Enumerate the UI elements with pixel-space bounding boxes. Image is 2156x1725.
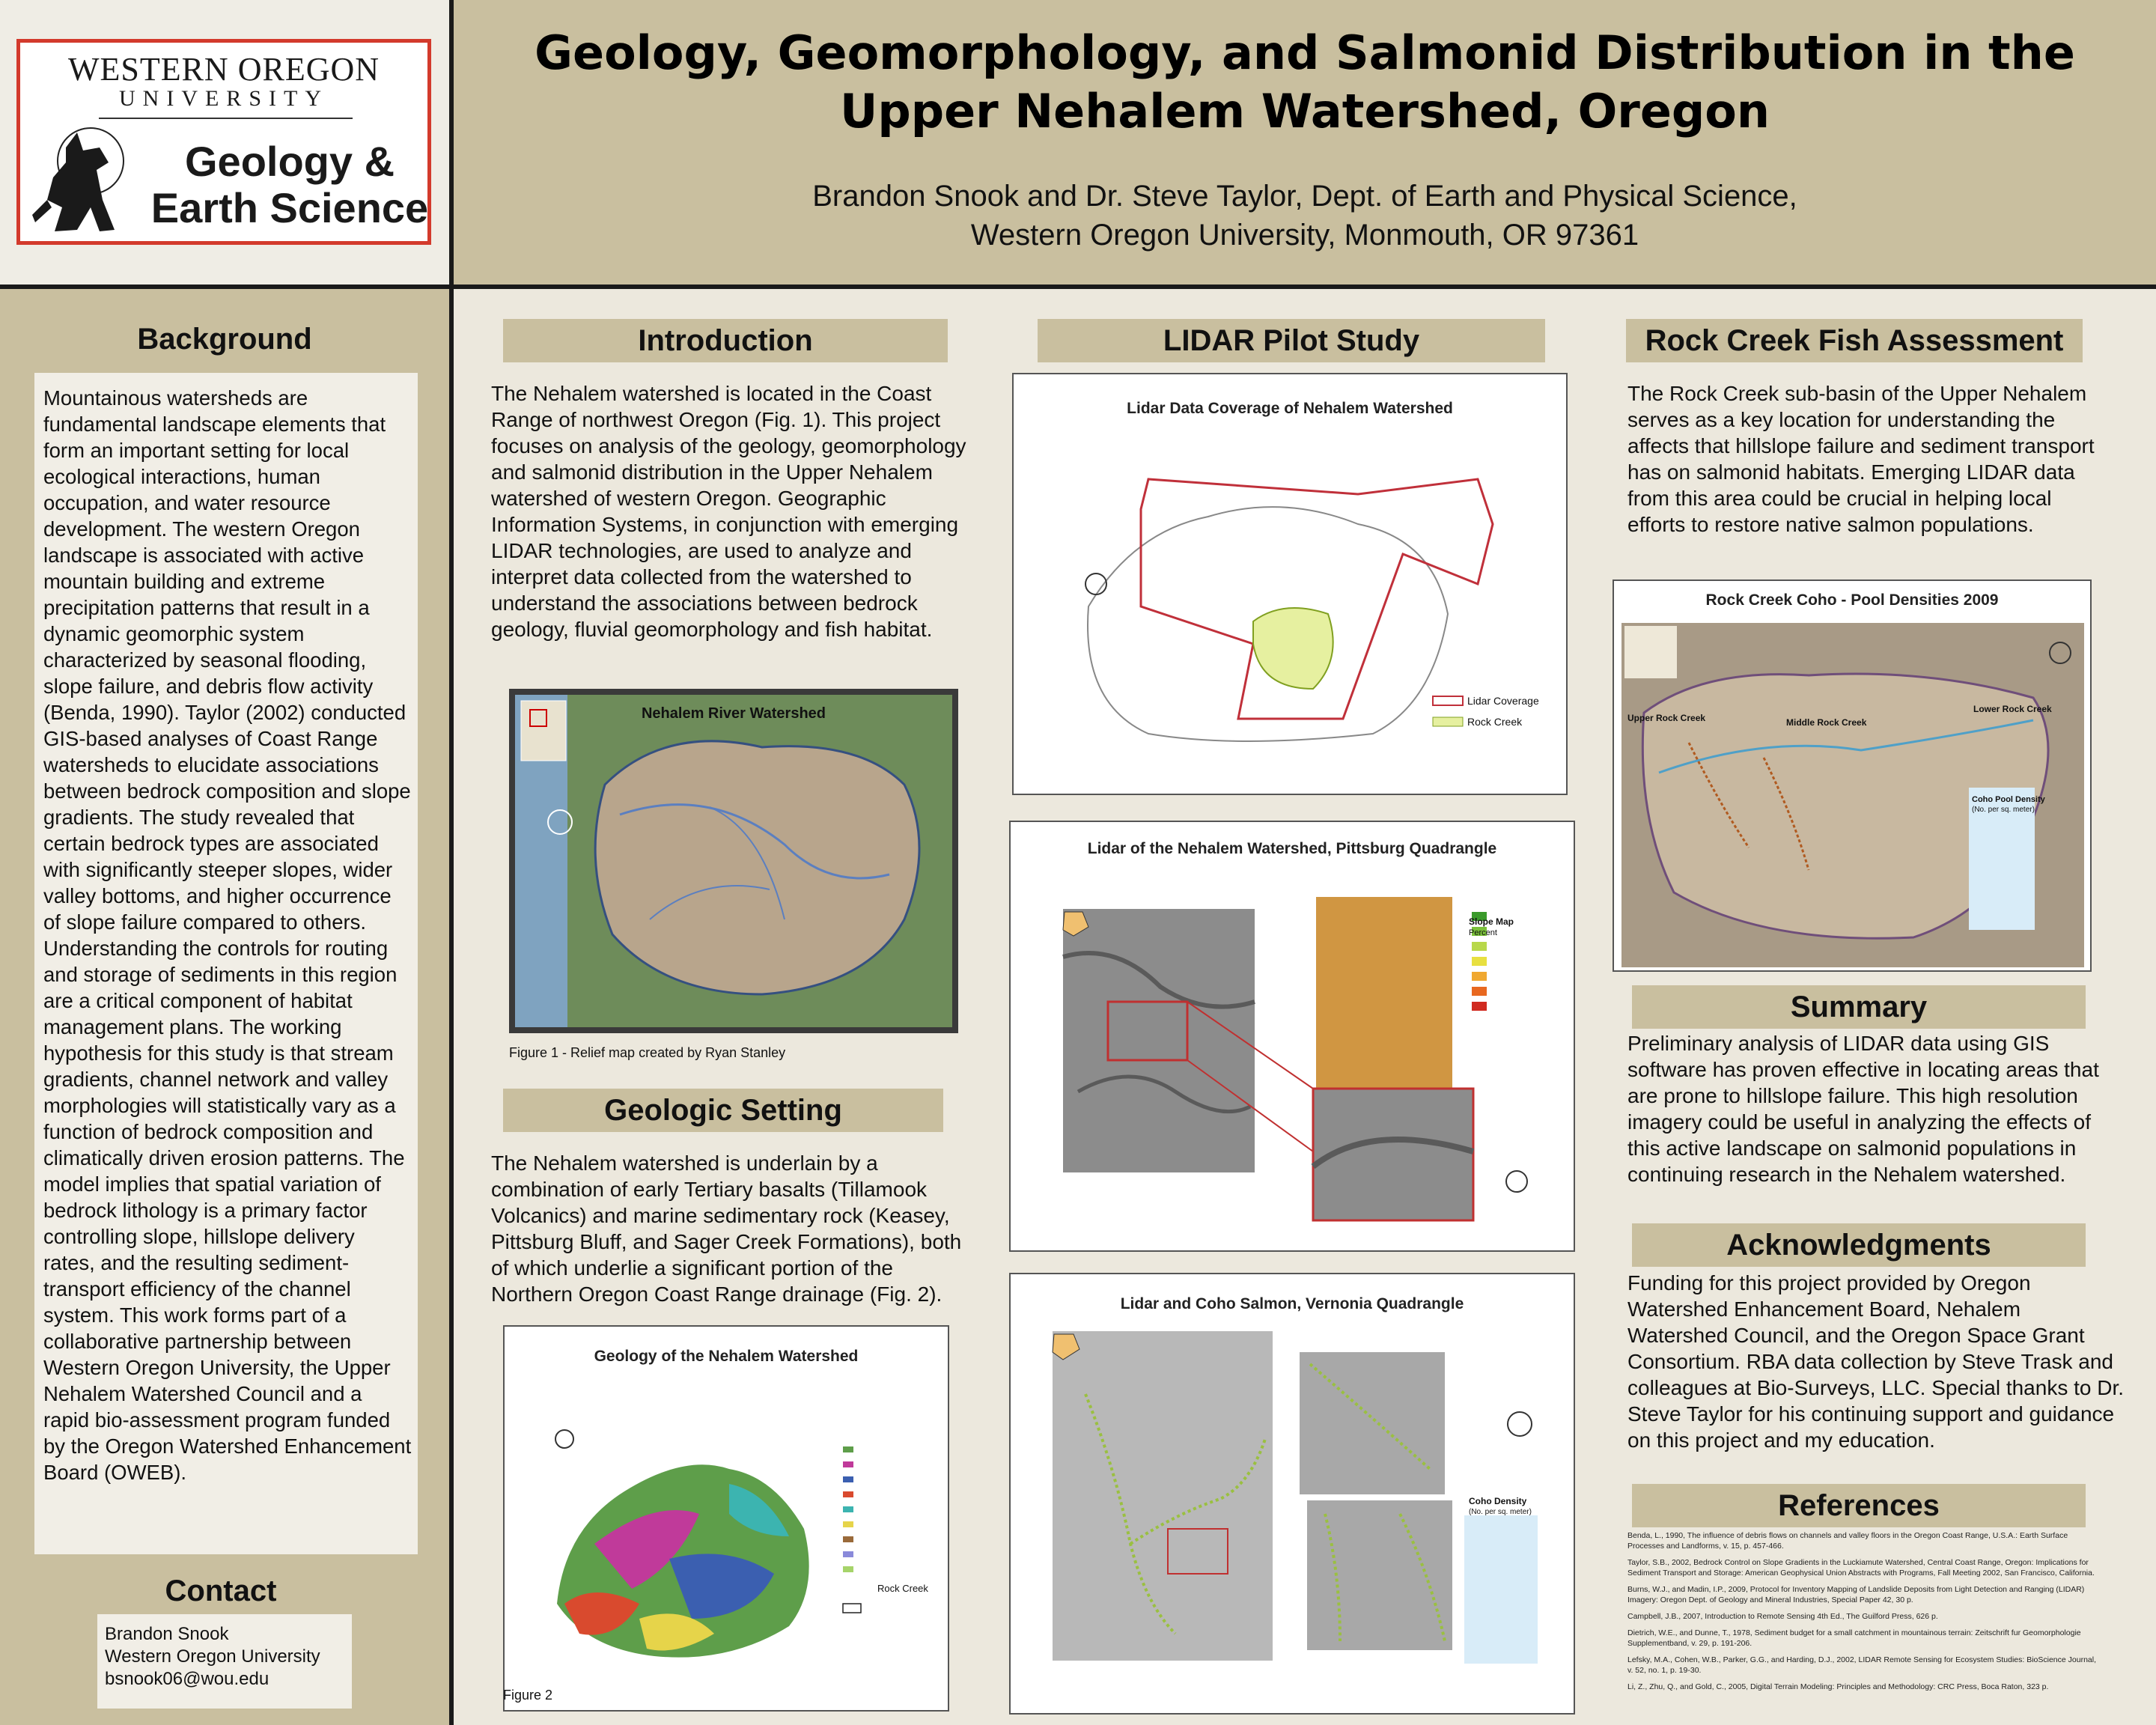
logo-dept-name: [147, 139, 432, 231]
title-line2: Upper Nehalem Watershed, Oregon: [839, 84, 1770, 139]
lidar-heading: LIDAR Pilot Study: [1038, 319, 1545, 362]
reference-item: Benda, L., 1990, The influence of debris flows on channels and valley floors in the Oregon Coast Range, U.S.A.: Earth Surface Processes and Landforms, v. 15, p. 457-466.: [1627, 1531, 2068, 1551]
fig2-title: Geology of the Nehalem Watershed: [594, 1348, 859, 1365]
lidar-coverage-title: Lidar Data Coverage of Nehalem Watershed: [1127, 400, 1453, 417]
reference-item: Taylor, S.B., 2002, Bedrock Control on Slope Gradients in the Luckiamute Watershed, Central Coast Range, Oregon: Implications for Sediment Transport and Storage: American Geophysical Union Abstracts with Programs, Fall Meeting 2002, San Francisco, California.: [1627, 1558, 2095, 1578]
poster-authors: [454, 177, 2156, 255]
acknowledgments-heading: Acknowledgments: [1632, 1223, 2086, 1267]
reference-item: Lefsky, M.A., Cohen, W.B., Parker, G.G., and Harding, D.J., 2002, LIDAR Remote Sensing for Ecosystem Studies: BioScience Journal, v. 52, no. 1, p. 19-30.: [1627, 1655, 2097, 1675]
logo-dept-line2: Earth Science: [150, 184, 429, 231]
references-list: [1627, 1530, 2099, 1698]
rock-creek-text: The Rock Creek sub-basin of the Upper Nehalem serves as a key location for understanding the affects that hillslope failure and sediment transport has on salmonid habitats. Emerging LIDAR data from this area could be crucial in helping local efforts to restore native salmon populations.: [1627, 382, 2095, 536]
poster-title: [454, 24, 2156, 141]
background-heading: Background: [137, 323, 312, 356]
relief-map-image: [515, 695, 952, 1027]
introduction-text: The Nehalem watershed is located in the Coast Range of northwest Oregon (Fig. 1). This project focuses on analysis of the geology, geomorphology and salmonid distribution in the Upper Nehalem watershed of western Oregon. Geographic Information Systems, in conjunction with emerging LIDAR technologies, are used to analyze and interpret data collected from the watershed to understand the associations between bedrock geology, fluvial geomorphology and fish habitat.: [491, 382, 966, 641]
rock-creek-lower-label: Lower Rock Creek: [1973, 704, 2052, 714]
summary-text: Preliminary analysis of LIDAR data using GIS software has proven effective in locating areas that are prone to hillslope failure. This high resolution imagery could be useful in analyzing the effects of this active landscape on salmonid populations in continuing research in the Nehalem watershed.: [1627, 1032, 2099, 1186]
figure-2-geology-map: [503, 1325, 949, 1712]
fig1-title: Nehalem River Watershed: [641, 705, 826, 722]
rock-creek-legend-title: Coho Pool Density: [1972, 795, 2045, 804]
pittsburg-legend-sub: Percent: [1469, 928, 1497, 937]
reference-item: Li, Z., Zhu, Q., and Gold, C., 2005, Digital Terrain Modeling: Principles and Methodology: CRC Press, Boca Raton, 323 p.: [1627, 1682, 2049, 1691]
rock-creek-legend-sub: (No. per sq. meter): [1972, 806, 2035, 814]
title-line1: Geology, Geomorphology, and Salmonid Distribution in the: [535, 25, 2075, 80]
vernonia-legend-title: Coho Density: [1469, 1496, 1527, 1506]
contact-heading: Contact: [165, 1575, 277, 1607]
introduction-heading: Introduction: [503, 319, 948, 362]
fig2-caption: Figure 2: [503, 1688, 553, 1703]
vernonia-legend-sub: (No. per sq. meter): [1469, 1508, 1532, 1516]
logo-university-line1: WESTERN OREGON: [67, 51, 380, 88]
logo-area: [0, 0, 449, 285]
rock-creek-fig-title: Rock Creek Coho - Pool Densities 2009: [1705, 591, 1999, 609]
rock-creek-heading: Rock Creek Fish Assessment: [1626, 319, 2083, 362]
rock-creek-middle-label: Middle Rock Creek: [1786, 717, 1867, 728]
geologic-setting-heading: Geologic Setting: [503, 1089, 943, 1132]
figure-rock-creek-coho: [1613, 579, 2092, 972]
reference-item: Campbell, J.B., 2007, Introduction to Remote Sensing 4th Ed., The Guilford Press, 626 p.: [1627, 1612, 1938, 1621]
summary-heading: Summary: [1632, 985, 2086, 1029]
vernonia-title: Lidar and Coho Salmon, Vernonia Quadrangle: [1120, 1295, 1464, 1312]
lidar-coverage-legend-2: Rock Creek: [1467, 716, 1523, 728]
fig2-legend-rock-creek: Rock Creek: [877, 1583, 928, 1594]
pittsburg-title: Lidar of the Nehalem Watershed, Pittsburg Quadrangle: [1087, 840, 1497, 857]
logo-dept-line1: Geology &: [184, 138, 395, 185]
wolf-icon: [25, 118, 152, 245]
contact-panel: [97, 1614, 352, 1709]
fig1-caption: Figure 1 - Relief map created by Ryan Stanley: [509, 1045, 786, 1060]
contact-name: Brandon Snook: [105, 1624, 229, 1644]
authors-line1: Brandon Snook and Dr. Steve Taylor, Dept. of Earth and Physical Science,: [812, 180, 1797, 213]
rock-creek-upper-label: Upper Rock Creek: [1627, 713, 1706, 723]
reference-item: Dietrich, W.E., and Dunne, T., 1978, Sediment budget for a small catchment in mountainous terrain: Zeitschrift fur Geomorphologie Supplementband, v. 29, p. 191-206.: [1627, 1628, 2081, 1648]
pittsburg-legend-title: Slope Map: [1469, 916, 1514, 927]
geology-map-image: [505, 1379, 948, 1709]
lidar-coverage-legend-1: Lidar Coverage: [1467, 695, 1539, 707]
geologic-setting-text: The Nehalem watershed is underlain by a combination of early Tertiary basalts (Tillamook Volcanics) and marine sedimentary rock (Keasey, Pittsburg Bluff, and Sager Creek Formations), both of which underlie a significant portion of the Northern Oregon Coast Range drainage (Fig. 2).: [491, 1151, 962, 1306]
contact-org: Western Oregon University: [105, 1646, 320, 1667]
background-text: Mountainous watersheds are fundamental landscape elements that form an important setting for local ecological interactions, human occupation, and water resource development. The western Oregon landscape is associated with active mountain building and extreme precipitation patterns that result in a dynamic geomorphic system characterized by seasonal flooding, slope failure, and debris flow activity (Benda, 1990). Taylor (2002) conducted GIS-based analyses of Coast Range watersheds to elucidate associations between bedrock composition and slope gradients. The study revealed that certain bedrock types are associated with significantly steeper slopes, wider valley bottoms, and higher occurrence of slope failure compared to others. Understanding the controls for routing and storage of sediments in this region are a critical component of habitat management plans. The working hypothesis for this study is that stream gradients, channel network and valley morphologies will statistically vary as a function of bedrock composition and climatically driven erosion patterns. The model implies that spatial variation of bedrock lithology is a primary factor controlling slope, hillslope delivery rates, and the resulting sediment-transport efficiency of the channel system. This work forms part of a collaborative partnership between Western Oregon University, the Upper Nehalem Watershed Council and a rapid bio-assessment program funded by the Oregon Watershed Enhancement Board (OWEB).: [43, 386, 412, 1484]
figure-lidar-coverage: [1012, 373, 1568, 795]
figure-pittsburg-quadrangle: [1009, 821, 1575, 1252]
authors-line2: Western Oregon University, Monmouth, OR 97361: [970, 219, 1639, 252]
references-heading: References: [1632, 1484, 2086, 1527]
university-logo: [16, 39, 431, 245]
figure-vernonia-quadrangle: [1009, 1273, 1575, 1715]
acknowledgments-text: Funding for this project provided by Oregon Watershed Enhancement Board, Nehalem Watershed Council, and the Oregon Space Grant Consortium. RBA data collection by Steve Trask and colleagues at Bio-Surveys, LLC. Special thanks to Dr. Steve Taylor for his continuing support and guidance on this project and my education.: [1627, 1271, 2125, 1452]
figure-1-relief-map: [509, 689, 958, 1033]
reference-item: Burns, W.J., and Madin, I.P., 2009, Protocol for Inventory Mapping of Landslide Deposits from Light Detection and Ranging (LIDAR) Imagery: Oregon Dept. of Geology and Mineral Industries, Special Paper 42, 30 p.: [1627, 1585, 2085, 1604]
poster-header: [454, 0, 2156, 285]
logo-university-line2: UNIVERSITY: [119, 86, 329, 111]
contact-email[interactable]: bsnook06@wou.edu: [105, 1669, 270, 1689]
